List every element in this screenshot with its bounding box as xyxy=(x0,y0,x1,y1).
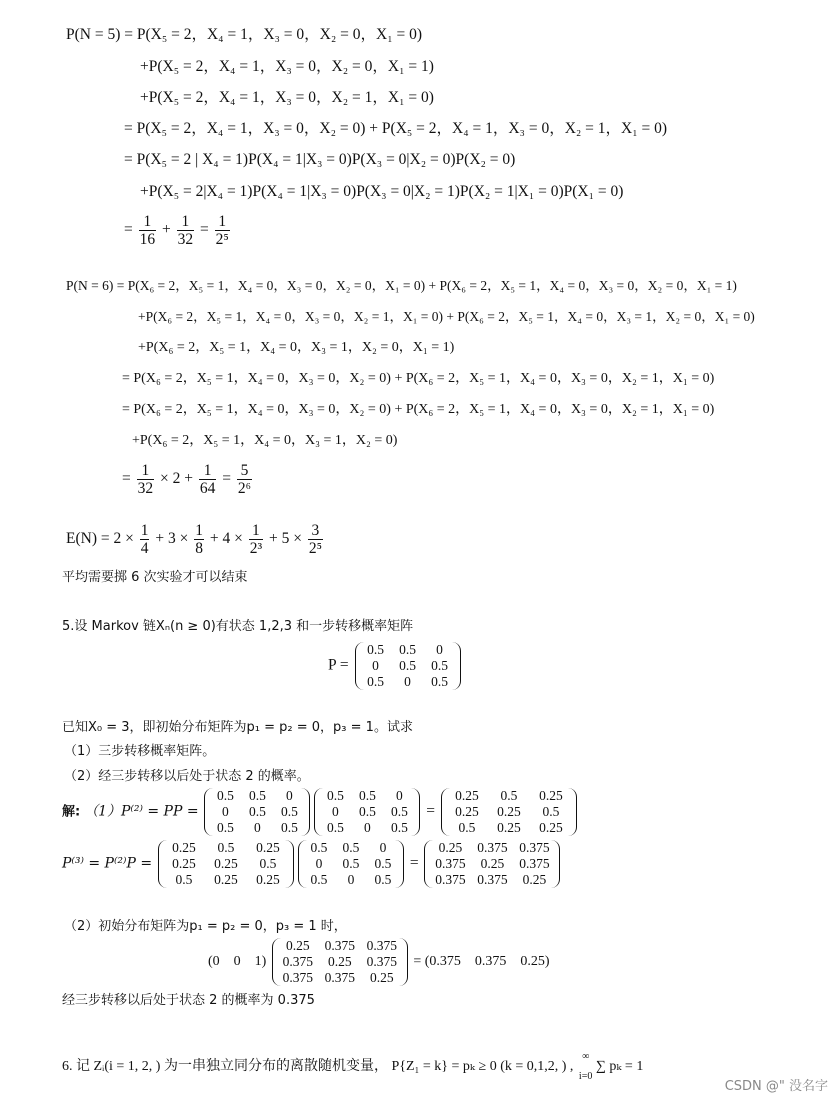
transition-matrix-p: P = 0.5 0.5 0 0 0.5 0.5 0.5 0 0.5 xyxy=(328,642,463,690)
fraction: $\frac{1}{32}$ xyxy=(177,213,194,248)
matrix-row xyxy=(163,840,289,856)
fraction: $\frac{1}{64}$ xyxy=(199,462,216,497)
pn5-result: = $\frac{1}{16}$ + $\frac{1}{32}$ = $\frac{1}{\text{2⁵}}$ xyxy=(124,213,229,248)
matrix-cell: 0.5 xyxy=(399,642,416,657)
q5-part-1: （1）三步转移概率矩阵。 xyxy=(64,744,216,759)
matrix-row xyxy=(163,856,289,872)
pn5-line-6: +P(X₅ = 2|X₄ = 1)P(X₄ = 1|X₃ = 0)P(X₃ = 0|X₂ = 1)P(X₂ = 1|X₁ = 0)P(X₁ = 0) xyxy=(140,183,624,200)
matrix-cell: 0.5 xyxy=(216,788,234,803)
matrix-row xyxy=(446,804,572,820)
pn6-line-6: +P(X₆ = 2，X₅ = 1，X₄ = 0，X₃ = 1，X₂ = 0) xyxy=(132,433,398,448)
matrix-cell: 0.25 xyxy=(539,788,563,803)
pn5-line-5: = P(X₅ = 2 | X₄ = 1)P(X₄ = 1|X₃ = 0)P(X₃ = 0|X₂ = 0)P(X₂ = 0) xyxy=(124,151,516,168)
matrix-p2 xyxy=(441,788,577,836)
matrix-row xyxy=(360,674,456,690)
matrix-p3 xyxy=(424,840,560,888)
fraction: $\frac{1}{16}$ xyxy=(139,213,156,248)
matrix-cell: 0.25 xyxy=(455,804,479,819)
matrix-row xyxy=(209,820,305,836)
matrix-cell: 0.25 xyxy=(172,856,196,871)
matrix-cell: 0.5 xyxy=(342,856,360,871)
matrix-cell: 0.5 xyxy=(248,804,266,819)
matrix-cell: 0.25 xyxy=(522,872,547,887)
sum-symbol: ∞ i=0 xyxy=(578,1051,593,1082)
q5-part-2: （2）经三步转移以后处于状态 2 的概率。 xyxy=(64,769,310,784)
q5-stem: 5.设 Markov 链Xₙ(n ≥ 0)有状态 1,2,3 和一步转移概率矩阵 xyxy=(62,619,414,634)
matrix-row xyxy=(277,970,403,986)
fraction: $\frac{1}{32}$ xyxy=(137,462,154,497)
fraction: $\frac{1}{4}$ xyxy=(140,522,149,557)
matrix-cell: 0.5 xyxy=(500,788,518,803)
matrix-cell: 0.5 xyxy=(342,840,360,855)
matrix-row xyxy=(319,820,415,836)
q5-sol2-text: （2）初始分布矩阵为p₁ = p₂ = 0，p₃ = 1 时， xyxy=(64,919,347,934)
matrix-row xyxy=(277,938,403,954)
matrix-cell: 0 xyxy=(372,658,379,673)
matrix-cell: 0.375 xyxy=(477,872,508,887)
matrix-cell: 0.5 xyxy=(175,872,193,887)
pn6-line-5: = P(X₆ = 2，X₅ = 1，X₄ = 0，X₃ = 0，X₂ = 0) + P(X₆ = 2，X₅ = 1，X₄ = 0，X₃ = 0，X₂ = 1，X₁ = 0) xyxy=(122,402,715,417)
matrix-p3 xyxy=(272,938,408,986)
matrix-cell: 0.375 xyxy=(366,938,398,953)
csdn-watermark: CSDN @" 没名字 xyxy=(724,1079,828,1094)
q6-text: 6. 记 Zᵢ(i = 1, 2, ) 为一串独立同分布的离散随机变量， P{Z₁ = k} = pₖ ≥ 0 (k = 0,1,2, ) , ∞ i=0 ∑ pₖ = 1 xyxy=(62,1051,644,1082)
solution-p2: 解: （1）P⁽²⁾ = PP = 0.5 0.5 0 0 0.5 0.5 0.5 0 0.5 0.5 0.5 0 0 0.5 0.5 0.5 0 0.5 = 0.25 0.5 0.25 0.25 0.25 0.5 0.5 0.25 0.25 xyxy=(62,788,579,836)
average-text: 平均需要掷 6 次实验才可以结束 xyxy=(62,570,248,585)
matrix-row xyxy=(319,804,415,820)
matrix-cell: 0.5 xyxy=(280,820,298,835)
pn6-line-1: P(N = 6) = P(X₆ = 2，X₅ = 1，X₄ = 0，X₃ = 0，X₂ = 0，X₁ = 0) + P(X₆ = 2，X₅ = 1，X₄ = 0，X₃ = 0，X₂ = 0，X₁ = 1) xyxy=(66,278,737,293)
matrix-cell: 0.25 xyxy=(539,820,563,835)
matrix-cell: 0.5 xyxy=(248,788,266,803)
matrix-cell: 0.25 xyxy=(455,788,479,803)
pn5-line-1: P(N = 5) = P(X₅ = 2，X₄ = 1，X₃ = 0，X₂ = 0，X₁ = 0) xyxy=(66,26,423,43)
matrix-cell: 0.5 xyxy=(374,872,392,887)
solution-p3: P⁽³⁾ = P⁽²⁾P = 0.25 0.5 0.25 0.25 0.25 0.5 0.5 0.25 0.25 0.5 0.5 0 0 0.5 0.5 0.5 0 0.5 = 0.25 0.375 0.375 0.375 0.25 0.375 0.375 0.375 0.25 xyxy=(62,840,562,888)
matrix-cell: 0.5 xyxy=(280,804,298,819)
matrix-row xyxy=(446,820,572,836)
matrix-cell: 0.5 xyxy=(358,788,376,803)
matrix-cell: 0.5 xyxy=(390,820,408,835)
matrix-p xyxy=(355,642,461,690)
matrix-cell: 0.25 xyxy=(480,856,505,871)
matrix-cell: 0.375 xyxy=(282,970,314,985)
matrix-cell: 0.5 xyxy=(326,788,344,803)
matrix-cell: 0.5 xyxy=(326,820,344,835)
expectation-line: E(N) = 2 × $\frac{1}{4}$ + 3 × $\frac{1}{8}$ + 4 × $\frac{1}{\text{2³}}$ + 5 × $\frac{3}{\text{2⁵}}$ xyxy=(66,522,322,557)
fraction: $\frac{1}{\text{2⁵}}$ xyxy=(215,213,229,248)
matrix-p xyxy=(298,840,404,888)
matrix-cell: 0.375 xyxy=(519,840,550,855)
fraction: $\frac{1}{\text{2³}}$ xyxy=(249,522,263,557)
matrix-p2 xyxy=(158,840,294,888)
matrix-cell: 0.5 xyxy=(216,820,234,835)
matrix-cell: 0 xyxy=(286,788,293,803)
matrix-row xyxy=(446,788,572,804)
matrix-cell: 0.5 xyxy=(367,642,384,657)
matrix-row xyxy=(209,804,305,820)
matrix-row xyxy=(429,840,555,856)
fraction: $\frac{5}{\text{2⁶}}$ xyxy=(237,462,252,497)
matrix-cell: 0 xyxy=(364,820,371,835)
matrix-cell: 0.25 xyxy=(172,840,196,855)
matrix-cell: 0.25 xyxy=(328,954,352,969)
pn6-line-2: +P(X₆ = 2，X₅ = 1，X₄ = 0，X₃ = 0，X₂ = 1，X₁ = 0) + P(X₆ = 2，X₅ = 1，X₄ = 0，X₃ = 1，X₂ = 0，X₁ = 0) xyxy=(138,309,755,324)
matrix-cell: 0.25 xyxy=(256,872,280,887)
matrix-cell: 0 xyxy=(436,642,443,657)
matrix-row xyxy=(303,840,399,856)
matrix-cell: 0.5 xyxy=(217,840,235,855)
matrix-cell: 0 xyxy=(315,856,323,871)
pn5-line-4: = P(X₅ = 2，X₄ = 1，X₃ = 0，X₂ = 0) + P(X₅ = 2，X₄ = 1，X₃ = 0，X₂ = 1，X₁ = 0) xyxy=(124,120,668,137)
q5-given: 已知X₀ = 3，即初始分布矩阵为p₁ = p₂ = 0，p₃ = 1。试求 xyxy=(62,720,413,735)
matrix-cell: 0.5 xyxy=(374,856,392,871)
matrix-row xyxy=(429,856,555,872)
pn6-result: = $\frac{1}{32}$ × 2 + $\frac{1}{64}$ = $\frac{5}{\text{2⁶}}$ xyxy=(122,462,252,497)
matrix-cell: 0.5 xyxy=(399,658,416,673)
matrix-cell: 0.5 xyxy=(458,820,476,835)
pn6-line-4: = P(X₆ = 2，X₅ = 1，X₄ = 0，X₃ = 0，X₂ = 0) + P(X₆ = 2，X₅ = 1，X₄ = 0，X₃ = 0，X₂ = 1，X₁ = 0) xyxy=(122,371,715,386)
q5-conclusion: 经三步转移以后处于状态 2 的概率为 0.375 xyxy=(62,993,315,1008)
matrix-row xyxy=(360,642,456,658)
matrix-cell: 0.25 xyxy=(286,938,310,953)
matrix-cell: 0.25 xyxy=(214,872,238,887)
matrix-cell: 0.5 xyxy=(431,674,448,689)
matrix-cell: 0 xyxy=(254,820,261,835)
matrix-cell: 0.5 xyxy=(310,872,328,887)
matrix-cell: 0 xyxy=(379,840,387,855)
matrix-row xyxy=(277,954,403,970)
matrix-cell: 0 xyxy=(396,788,403,803)
matrix-cell: 0.5 xyxy=(259,856,277,871)
matrix-row xyxy=(209,788,305,804)
matrix-cell: 0.375 xyxy=(324,970,356,985)
matrix-cell: 0.25 xyxy=(438,840,463,855)
matrix-cell: 0.25 xyxy=(497,804,521,819)
matrix-cell: 0.375 xyxy=(435,856,466,871)
matrix-cell: 0.25 xyxy=(256,840,280,855)
matrix-row xyxy=(303,872,399,888)
matrix-cell: 0.25 xyxy=(497,820,521,835)
matrix-cell: 0.375 xyxy=(519,856,550,871)
pn6-line-3: +P(X₆ = 2，X₅ = 1，X₄ = 0，X₃ = 1，X₂ = 0，X₁ = 1) xyxy=(138,340,455,355)
matrix-cell: 0 xyxy=(347,872,355,887)
matrix-cell: 0 xyxy=(222,804,229,819)
matrix-cell: 0 xyxy=(404,674,411,689)
matrix-cell: 0.375 xyxy=(366,954,398,969)
matrix-row xyxy=(163,872,289,888)
matrix-row xyxy=(429,872,555,888)
matrix-cell: 0 xyxy=(332,804,339,819)
matrix-cell: 0.5 xyxy=(431,658,448,673)
pn5-line-3: +P(X₅ = 2，X₄ = 1，X₃ = 0，X₂ = 1，X₁ = 0) xyxy=(140,89,434,106)
matrix-cell: 0.375 xyxy=(282,954,314,969)
matrix-cell: 0.25 xyxy=(214,856,238,871)
matrix-cell: 0.5 xyxy=(367,674,384,689)
matrix-cell: 0.375 xyxy=(477,840,508,855)
matrix-p xyxy=(204,788,310,836)
fraction: $\frac{1}{8}$ xyxy=(195,522,203,557)
matrix-cell: 0.25 xyxy=(370,970,394,985)
matrix-cell: 0.5 xyxy=(310,840,328,855)
matrix-row xyxy=(303,856,399,872)
matrix-cell: 0.5 xyxy=(358,804,376,819)
matrix-cell: 0.375 xyxy=(324,938,356,953)
matrix-cell: 0.375 xyxy=(435,872,466,887)
matrix-cell: 0.5 xyxy=(542,804,560,819)
matrix-cell: 0.5 xyxy=(390,804,408,819)
fraction: $\frac{3}{\text{2⁵}}$ xyxy=(308,522,322,557)
distribution-product: (0 0 1) 0.25 0.375 0.375 0.375 0.25 0.375 0.375 0.375 0.25 = (0.375 0.375 0.25) xyxy=(208,938,550,985)
matrix-row xyxy=(319,788,415,804)
pn5-line-2: +P(X₅ = 2，X₄ = 1，X₃ = 0，X₂ = 0，X₁ = 1) xyxy=(140,58,434,75)
matrix-row xyxy=(360,658,456,674)
matrix-p xyxy=(314,788,420,836)
